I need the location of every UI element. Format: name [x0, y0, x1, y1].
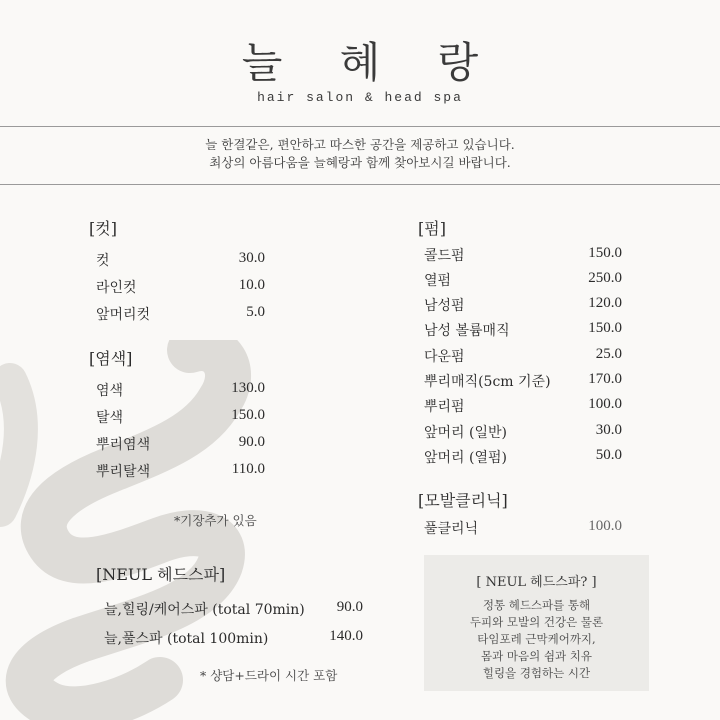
spa-info-line: 두피와 모발의 건강은 물론 — [469, 615, 604, 629]
menu-item-price: 100.0 — [588, 396, 622, 412]
spa-info-line: 타임포레 근막케어까지, — [477, 632, 596, 646]
section-title-dye: [염색] — [89, 349, 133, 368]
intro-line-2: 최상의 아름다움을 늘혜랑과 함께 찾아보시길 바랍니다. — [209, 155, 511, 170]
menu-item-name: 탈색 — [96, 410, 124, 426]
section-title-clinic: [모발클리닉] — [418, 491, 508, 510]
menu-item-price: 100.0 — [588, 518, 622, 534]
spa-info-line: 정통 헤드스파를 통해 — [482, 598, 591, 612]
menu-item-price: 10.0 — [238, 277, 265, 293]
menu-item-price: 140.0 — [329, 628, 363, 644]
menu-item-name: 앞머리 (일반) — [424, 425, 507, 441]
menu-item-price: 30.0 — [595, 422, 622, 438]
brush-stroke-decoration — [0, 340, 320, 720]
menu-item-name: 콜드펌 — [424, 248, 465, 264]
intro-text — [0, 136, 720, 172]
menu-item-name: 앞머리 (열펌) — [424, 450, 507, 466]
menu-item-name: 앞머리컷 — [96, 307, 151, 323]
menu-item-name: 뿌리탈색 — [96, 464, 151, 480]
section-title-perm: [펌] — [418, 219, 446, 238]
menu-item-name: 라인컷 — [96, 280, 137, 296]
menu-item-price: 110.0 — [231, 461, 265, 477]
menu-item-name: 뿌리매직(5cm 기준) — [424, 374, 551, 390]
menu-item-name: 풀클리닉 — [424, 521, 479, 537]
menu-item-name: 남성펌 — [424, 298, 465, 314]
spa-info-title: [ NEUL 헤드스파? ] — [476, 575, 597, 590]
menu-item-name: 늘,힐링/케어스파 (total 70min) — [104, 602, 305, 618]
divider-top — [0, 126, 720, 127]
menu-item-price: 120.0 — [588, 295, 622, 311]
dye-note: *기장추가 있음 — [174, 513, 257, 528]
menu-item-name: 염색 — [96, 383, 124, 399]
menu-item-price: 90.0 — [238, 434, 265, 450]
menu-item-price: 170.0 — [588, 371, 622, 387]
spa-note: * 샹담+드라이 시간 포함 — [200, 668, 338, 683]
menu-item-name: 남성 볼륨매직 — [424, 323, 510, 339]
menu-item-price: 25.0 — [595, 346, 622, 362]
salon-subtitle: hair salon & head spa — [257, 90, 463, 105]
menu-item-price: 150.0 — [588, 245, 622, 261]
spa-info-line: 힐링을 경험하는 시간 — [482, 666, 591, 680]
menu-item-price: 150.0 — [231, 407, 265, 423]
menu-item-price: 90.0 — [336, 599, 363, 615]
salon-title: 늘 혜 랑 — [241, 38, 501, 87]
spa-info-line: 몸과 마음의 쉼과 치유 — [481, 649, 592, 663]
header — [0, 0, 720, 126]
spa-info-body — [424, 597, 649, 682]
menu-item-price: 250.0 — [588, 270, 622, 286]
menu-item-name: 다운펌 — [424, 349, 465, 365]
menu-item-name: 열펌 — [424, 273, 452, 289]
menu-item-name: 뿌리염색 — [96, 437, 151, 453]
menu-item-price: 30.0 — [238, 250, 265, 266]
section-title-spa: [NEUL 헤드스파] — [96, 565, 226, 584]
menu-item-price: 50.0 — [595, 447, 622, 463]
menu-item-price: 150.0 — [588, 320, 622, 336]
spa-info-box — [424, 555, 649, 691]
divider-bottom — [0, 184, 720, 185]
intro-line-1: 늘 한결같은, 편안하고 따스한 공간을 제공하고 있습니다. — [205, 137, 515, 152]
menu-item-price: 5.0 — [246, 304, 265, 320]
section-title-cut: [컷] — [89, 219, 117, 238]
menu-item-price: 130.0 — [231, 380, 265, 396]
menu-item-name: 늘,풀스파 (total 100min) — [104, 631, 269, 647]
menu-item-name: 뿌리펌 — [424, 399, 465, 415]
menu-item-name: 컷 — [96, 253, 110, 269]
